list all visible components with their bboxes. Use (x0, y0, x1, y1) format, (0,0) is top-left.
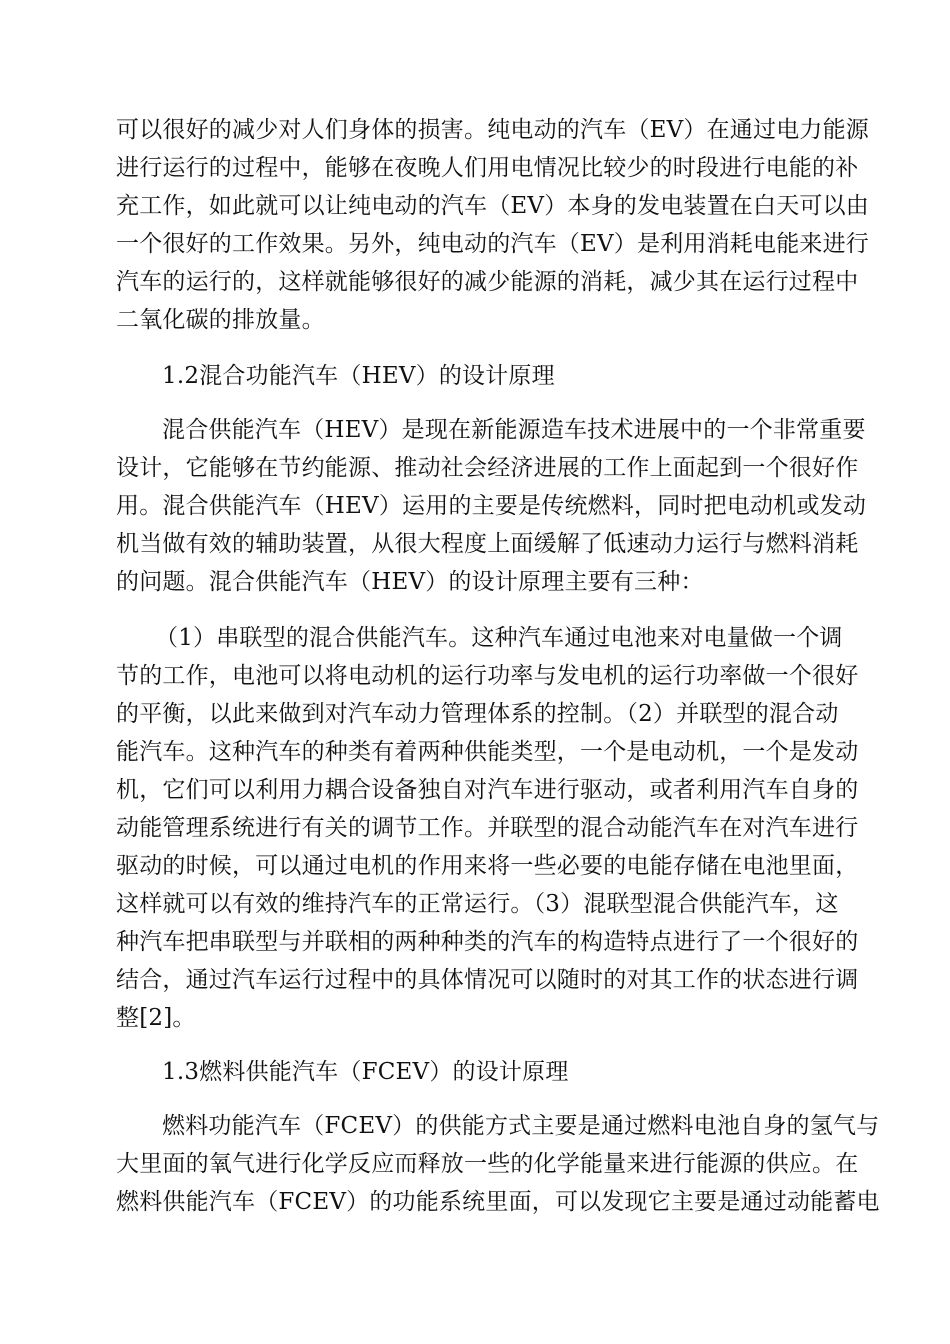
paragraph-line: 汽车的运行的，这样就能够很好的减少能源的消耗，减少其在运行过程中 (116, 269, 859, 295)
paragraph-line: 机当做有效的辅助装置，从很大程度上面缓解了低速动力运行与燃料消耗 (116, 531, 859, 557)
paragraph-line: 的问题。混合供能汽车（HEV）的设计原理主要有三种： (116, 569, 704, 595)
paragraph-line: 用。混合供能汽车（HEV）运用的主要是传统燃料，同时把电动机或发动 (116, 493, 867, 519)
paragraph-line: 结合，通过汽车运行过程中的具体情况可以随时的对其工作的状态进行调 (116, 967, 859, 993)
paragraph-line: 动能管理系统进行有关的调节工作。并联型的混合动能汽车在对汽车进行 (116, 815, 859, 841)
section-heading: 1.3燃料供能汽车（FCEV）的设计原理 (162, 1059, 569, 1085)
paragraph-line: 进行运行的过程中，能够在夜晚人们用电情况比较少的时段进行电能的补 (116, 155, 859, 181)
paragraph-line: 二氧化碳的排放量。 (116, 307, 325, 333)
paragraph-line: 种汽车把串联型与并联相的两种种类的汽车的构造特点进行了一个很好的 (116, 929, 859, 955)
paragraph-line: （1）串联型的混合供能汽车。这种汽车通过电池来对电量做一个调 (155, 625, 843, 651)
paragraph-line: 整[2]。 (116, 1005, 196, 1031)
paragraph-line: 燃料供能汽车（FCEV）的功能系统里面，可以发现它主要是通过动能蓄电 (116, 1189, 880, 1215)
paragraph-line: 设计，它能够在节约能源、推动社会经济进展的工作上面起到一个很好作 (116, 455, 859, 481)
paragraph-line: 大里面的氧气进行化学反应而释放一些的化学能量来进行能源的供应。在 (116, 1151, 859, 1177)
paragraph-line: 充工作，如此就可以让纯电动的汽车（EV）本身的发电装置在白天可以由 (116, 193, 869, 219)
paragraph-line: 混合供能汽车（HEV）是现在新能源造车技术进展中的一个非常重要 (162, 417, 866, 443)
paragraph-line: 驱动的时候，可以通过电机的作用来将一些必要的电能存储在电池里面， (116, 853, 859, 879)
paragraph-line: 燃料功能汽车（FCEV）的供能方式主要是通过燃料电池自身的氢气与 (162, 1113, 880, 1139)
paragraph-line: 机，它们可以利用力耦合设备独自对汽车进行驱动，或者利用汽车自身的 (116, 777, 859, 803)
paragraph-line: 一个很好的工作效果。另外，纯电动的汽车（EV）是利用消耗电能来进行 (116, 231, 869, 257)
paragraph-line: 这样就可以有效的维持汽车的正常运行。（3）混联型混合供能汽车，这 (116, 891, 839, 917)
paragraph-line: 的平衡，以此来做到对汽车动力管理体系的控制。（2）并联型的混合动 (116, 701, 839, 727)
section-heading: 1.2混合功能汽车（HEV）的设计原理 (162, 363, 555, 389)
paragraph-line: 可以很好的减少对人们身体的损害。纯电动的汽车（EV）在通过电力能源 (116, 117, 869, 143)
paragraph-line: 节的工作，电池可以将电动机的运行功率与发电机的运行功率做一个很好 (116, 663, 859, 689)
paragraph-line: 能汽车。这种汽车的种类有着两种供能类型，一个是电动机，一个是发动 (116, 739, 859, 765)
